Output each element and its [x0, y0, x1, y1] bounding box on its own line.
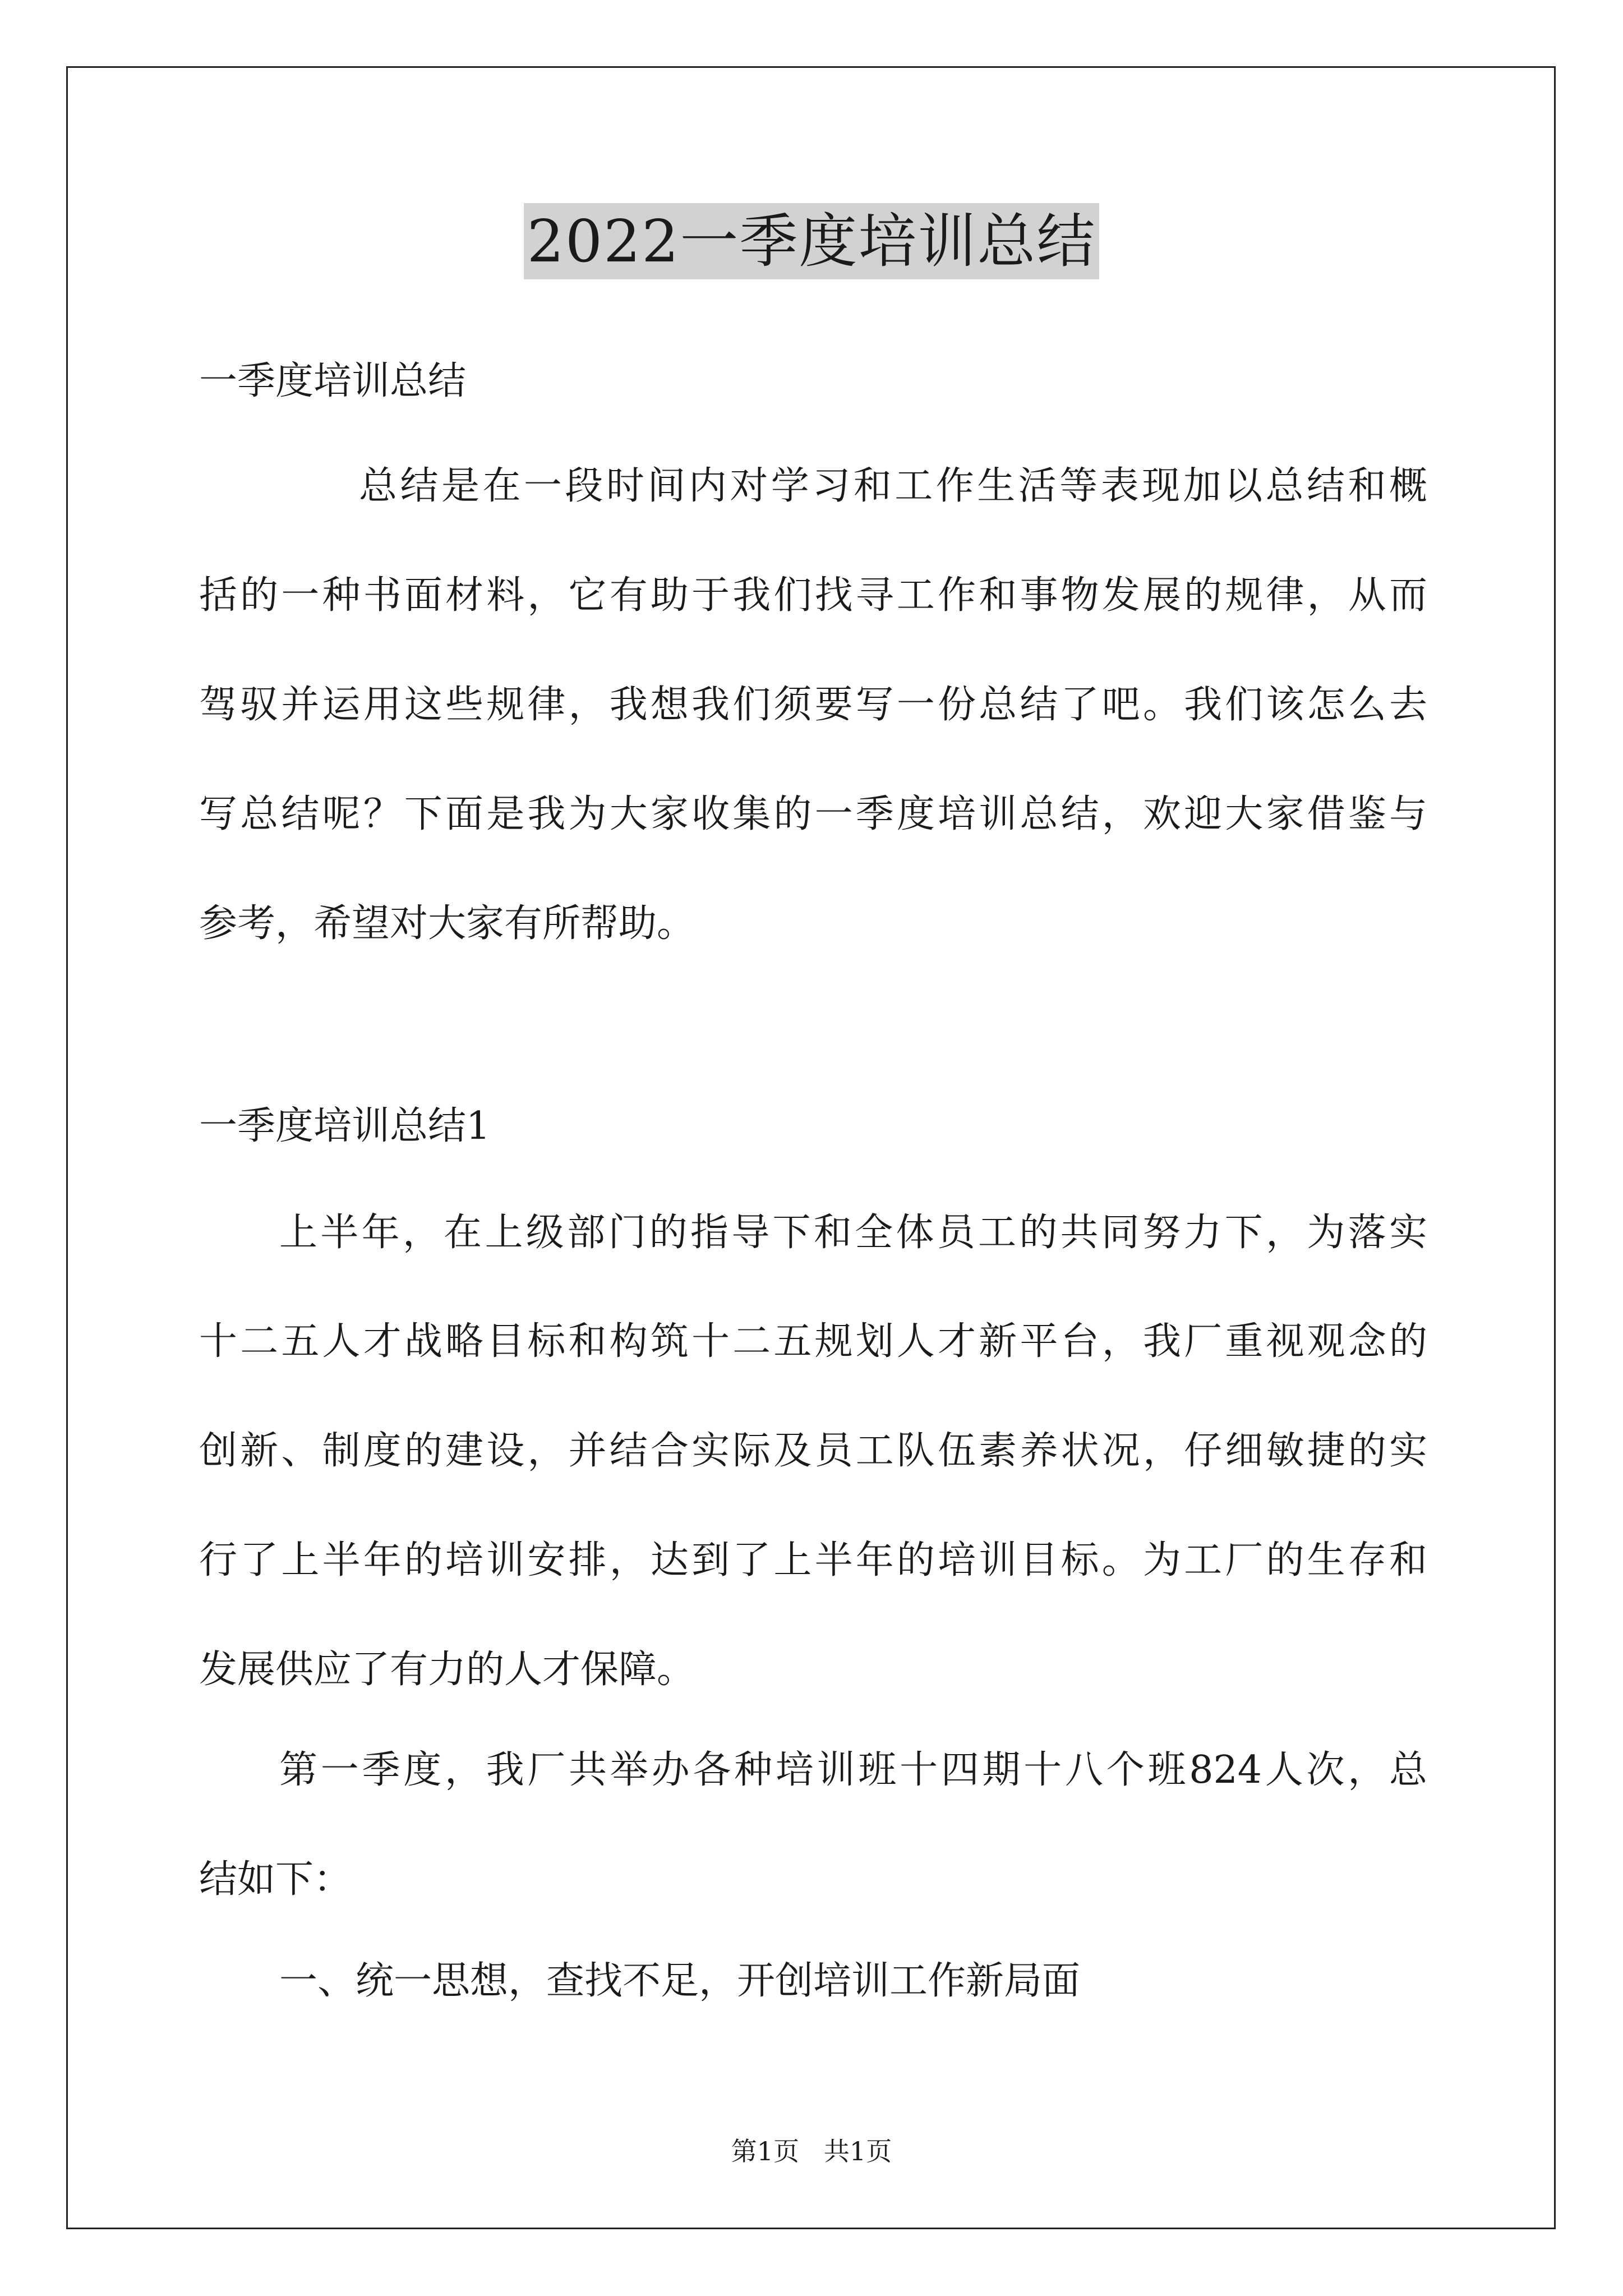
paragraph-line: 十二五人才战略目标和构筑十二五规划人才新平台，我厂重视观念的	[199, 1319, 1427, 1364]
title-container	[0, 203, 1623, 279]
document-title: 2022一季度培训总结	[524, 203, 1100, 279]
intro-line: 总结是在一段时间内对学习和工作生活等表现加以总结和概	[359, 464, 1427, 508]
intro-line: 写总结呢？下面是我为大家收集的一季度培训总结，欢迎大家借鉴与	[199, 792, 1427, 836]
paragraph-line: 上半年，在上级部门的指导下和全体员工的共同努力下，为落实	[279, 1211, 1427, 1255]
point-heading: 一、统一思想，查找不足，开创培训工作新局面	[279, 1959, 1081, 2003]
intro-line: 驾驭并运用这些规律，我想我们须要写一份总结了吧。我们该怎么去	[199, 683, 1427, 727]
intro-line: 参考，希望对大家有所帮助。	[199, 901, 695, 946]
intro-line: 括的一种书面材料，它有助于我们找寻工作和事物发展的规律，从而	[199, 573, 1427, 618]
page-footer: 第1页 共1页	[731, 2136, 892, 2166]
paragraph-line: 结如下：	[199, 1857, 352, 1902]
document-subtitle: 一季度培训总结	[199, 359, 467, 403]
paragraph-line: 创新、制度的建设，并结合实际及员工队伍素养状况，仔细敏捷的实	[199, 1429, 1427, 1473]
paragraph-line: 第一季度，我厂共举办各种培训班十四期十八个班824人次，总	[279, 1748, 1427, 1792]
paragraph-line: 行了上半年的培训安排，达到了上半年的培训目标。为工厂的生存和	[199, 1538, 1427, 1582]
section-heading: 一季度培训总结1	[199, 1104, 491, 1148]
paragraph-line: 发展供应了有力的人才保障。	[199, 1648, 695, 1692]
